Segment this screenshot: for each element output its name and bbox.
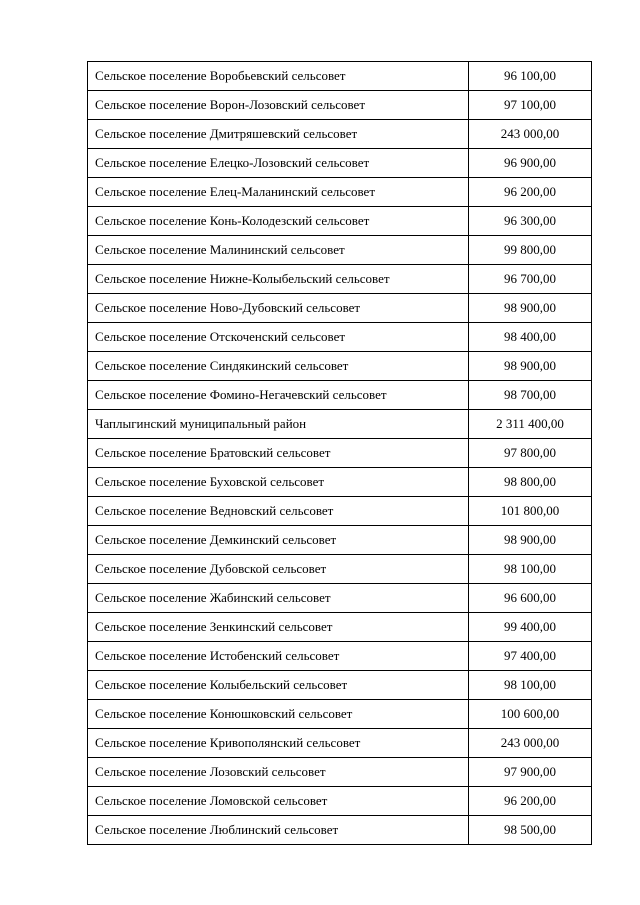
table-row: [88, 62, 592, 91]
amount-cell: 243 000,00: [469, 120, 592, 149]
amount-cell: 97 900,00: [469, 758, 592, 787]
table-row: [88, 439, 592, 468]
district-amount-cell: 2 311 400,00: [469, 410, 592, 439]
settlement-name-cell: Сельское поселение Ворон-Лозовский сельсовет: [88, 91, 469, 120]
amount-cell: 97 100,00: [469, 91, 592, 120]
table-row: [88, 700, 592, 729]
amount-cell: 98 700,00: [469, 381, 592, 410]
allocation-table-body: [88, 62, 592, 845]
table-row: [88, 729, 592, 758]
table-row: [88, 294, 592, 323]
settlement-name-cell: Сельское поселение Фомино-Негачевский сельсовет: [88, 381, 469, 410]
table-row: [88, 323, 592, 352]
settlement-name-cell: Сельское поселение Дубовской сельсовет: [88, 555, 469, 584]
settlement-name-cell: Сельское поселение Люблинский сельсовет: [88, 816, 469, 845]
amount-cell: 98 400,00: [469, 323, 592, 352]
settlement-name-cell: Сельское поселение Воробьевский сельсовет: [88, 62, 469, 91]
settlement-name-cell: Сельское поселение Братовский сельсовет: [88, 439, 469, 468]
settlement-name-cell: Сельское поселение Кривополянский сельсовет: [88, 729, 469, 758]
table-row: [88, 236, 592, 265]
table-row: [88, 468, 592, 497]
settlement-name-cell: Сельское поселение Истобенский сельсовет: [88, 642, 469, 671]
settlement-name-cell: Сельское поселение Лозовский сельсовет: [88, 758, 469, 787]
amount-cell: 98 500,00: [469, 816, 592, 845]
settlement-name-cell: Сельское поселение Жабинский сельсовет: [88, 584, 469, 613]
table-row: [88, 178, 592, 207]
table-row: [88, 149, 592, 178]
amount-cell: 243 000,00: [469, 729, 592, 758]
amount-cell: 98 800,00: [469, 468, 592, 497]
table-row: [88, 120, 592, 149]
table-row: [88, 671, 592, 700]
table-row: [88, 613, 592, 642]
amount-cell: 98 100,00: [469, 671, 592, 700]
amount-cell: 96 600,00: [469, 584, 592, 613]
amount-cell: 96 900,00: [469, 149, 592, 178]
amount-cell: 96 300,00: [469, 207, 592, 236]
table-row: [88, 265, 592, 294]
table-row: [88, 526, 592, 555]
amount-cell: 100 600,00: [469, 700, 592, 729]
table-row: [88, 584, 592, 613]
amount-cell: 96 700,00: [469, 265, 592, 294]
table-row: [88, 642, 592, 671]
amount-cell: 96 100,00: [469, 62, 592, 91]
table-row: [88, 352, 592, 381]
amount-cell: 98 900,00: [469, 352, 592, 381]
settlement-name-cell: Сельское поселение Буховской сельсовет: [88, 468, 469, 497]
amount-cell: 96 200,00: [469, 787, 592, 816]
settlement-name-cell: Сельское поселение Елецко-Лозовский сельсовет: [88, 149, 469, 178]
settlement-name-cell: Сельское поселение Дмитряшевский сельсовет: [88, 120, 469, 149]
settlement-name-cell: Сельское поселение Малининский сельсовет: [88, 236, 469, 265]
table-row: [88, 787, 592, 816]
amount-cell: 98 100,00: [469, 555, 592, 584]
settlement-name-cell: Сельское поселение Нижне-Колыбельский сельсовет: [88, 265, 469, 294]
amount-cell: 99 800,00: [469, 236, 592, 265]
amount-cell: 98 900,00: [469, 526, 592, 555]
table-row: [88, 207, 592, 236]
settlement-name-cell: Сельское поселение Демкинский сельсовет: [88, 526, 469, 555]
settlement-name-cell: Сельское поселение Ведновский сельсовет: [88, 497, 469, 526]
amount-cell: 99 400,00: [469, 613, 592, 642]
settlement-name-cell: Сельское поселение Ново-Дубовский сельсовет: [88, 294, 469, 323]
settlement-name-cell: Сельское поселение Зенкинский сельсовет: [88, 613, 469, 642]
amount-cell: 97 400,00: [469, 642, 592, 671]
amount-cell: 101 800,00: [469, 497, 592, 526]
table-row: [88, 91, 592, 120]
allocation-table: [87, 61, 592, 845]
settlement-name-cell: Сельское поселение Колыбельский сельсовет: [88, 671, 469, 700]
table-row: [88, 381, 592, 410]
table-row: [88, 758, 592, 787]
settlement-name-cell: Сельское поселение Синдякинский сельсовет: [88, 352, 469, 381]
settlement-name-cell: Сельское поселение Конь-Колодезский сельсовет: [88, 207, 469, 236]
settlement-name-cell: Сельское поселение Конюшковский сельсовет: [88, 700, 469, 729]
settlement-name-cell: Сельское поселение Елец-Маланинский сельсовет: [88, 178, 469, 207]
amount-cell: 98 900,00: [469, 294, 592, 323]
settlement-name-cell: Сельское поселение Ломовской сельсовет: [88, 787, 469, 816]
district-row: [88, 410, 592, 439]
amount-cell: 96 200,00: [469, 178, 592, 207]
table-row: [88, 497, 592, 526]
amount-cell: 97 800,00: [469, 439, 592, 468]
table-row: [88, 555, 592, 584]
table-row: [88, 816, 592, 845]
settlement-name-cell: Сельское поселение Отскоченский сельсовет: [88, 323, 469, 352]
district-name-cell: Чаплыгинский муниципальный район: [88, 410, 469, 439]
